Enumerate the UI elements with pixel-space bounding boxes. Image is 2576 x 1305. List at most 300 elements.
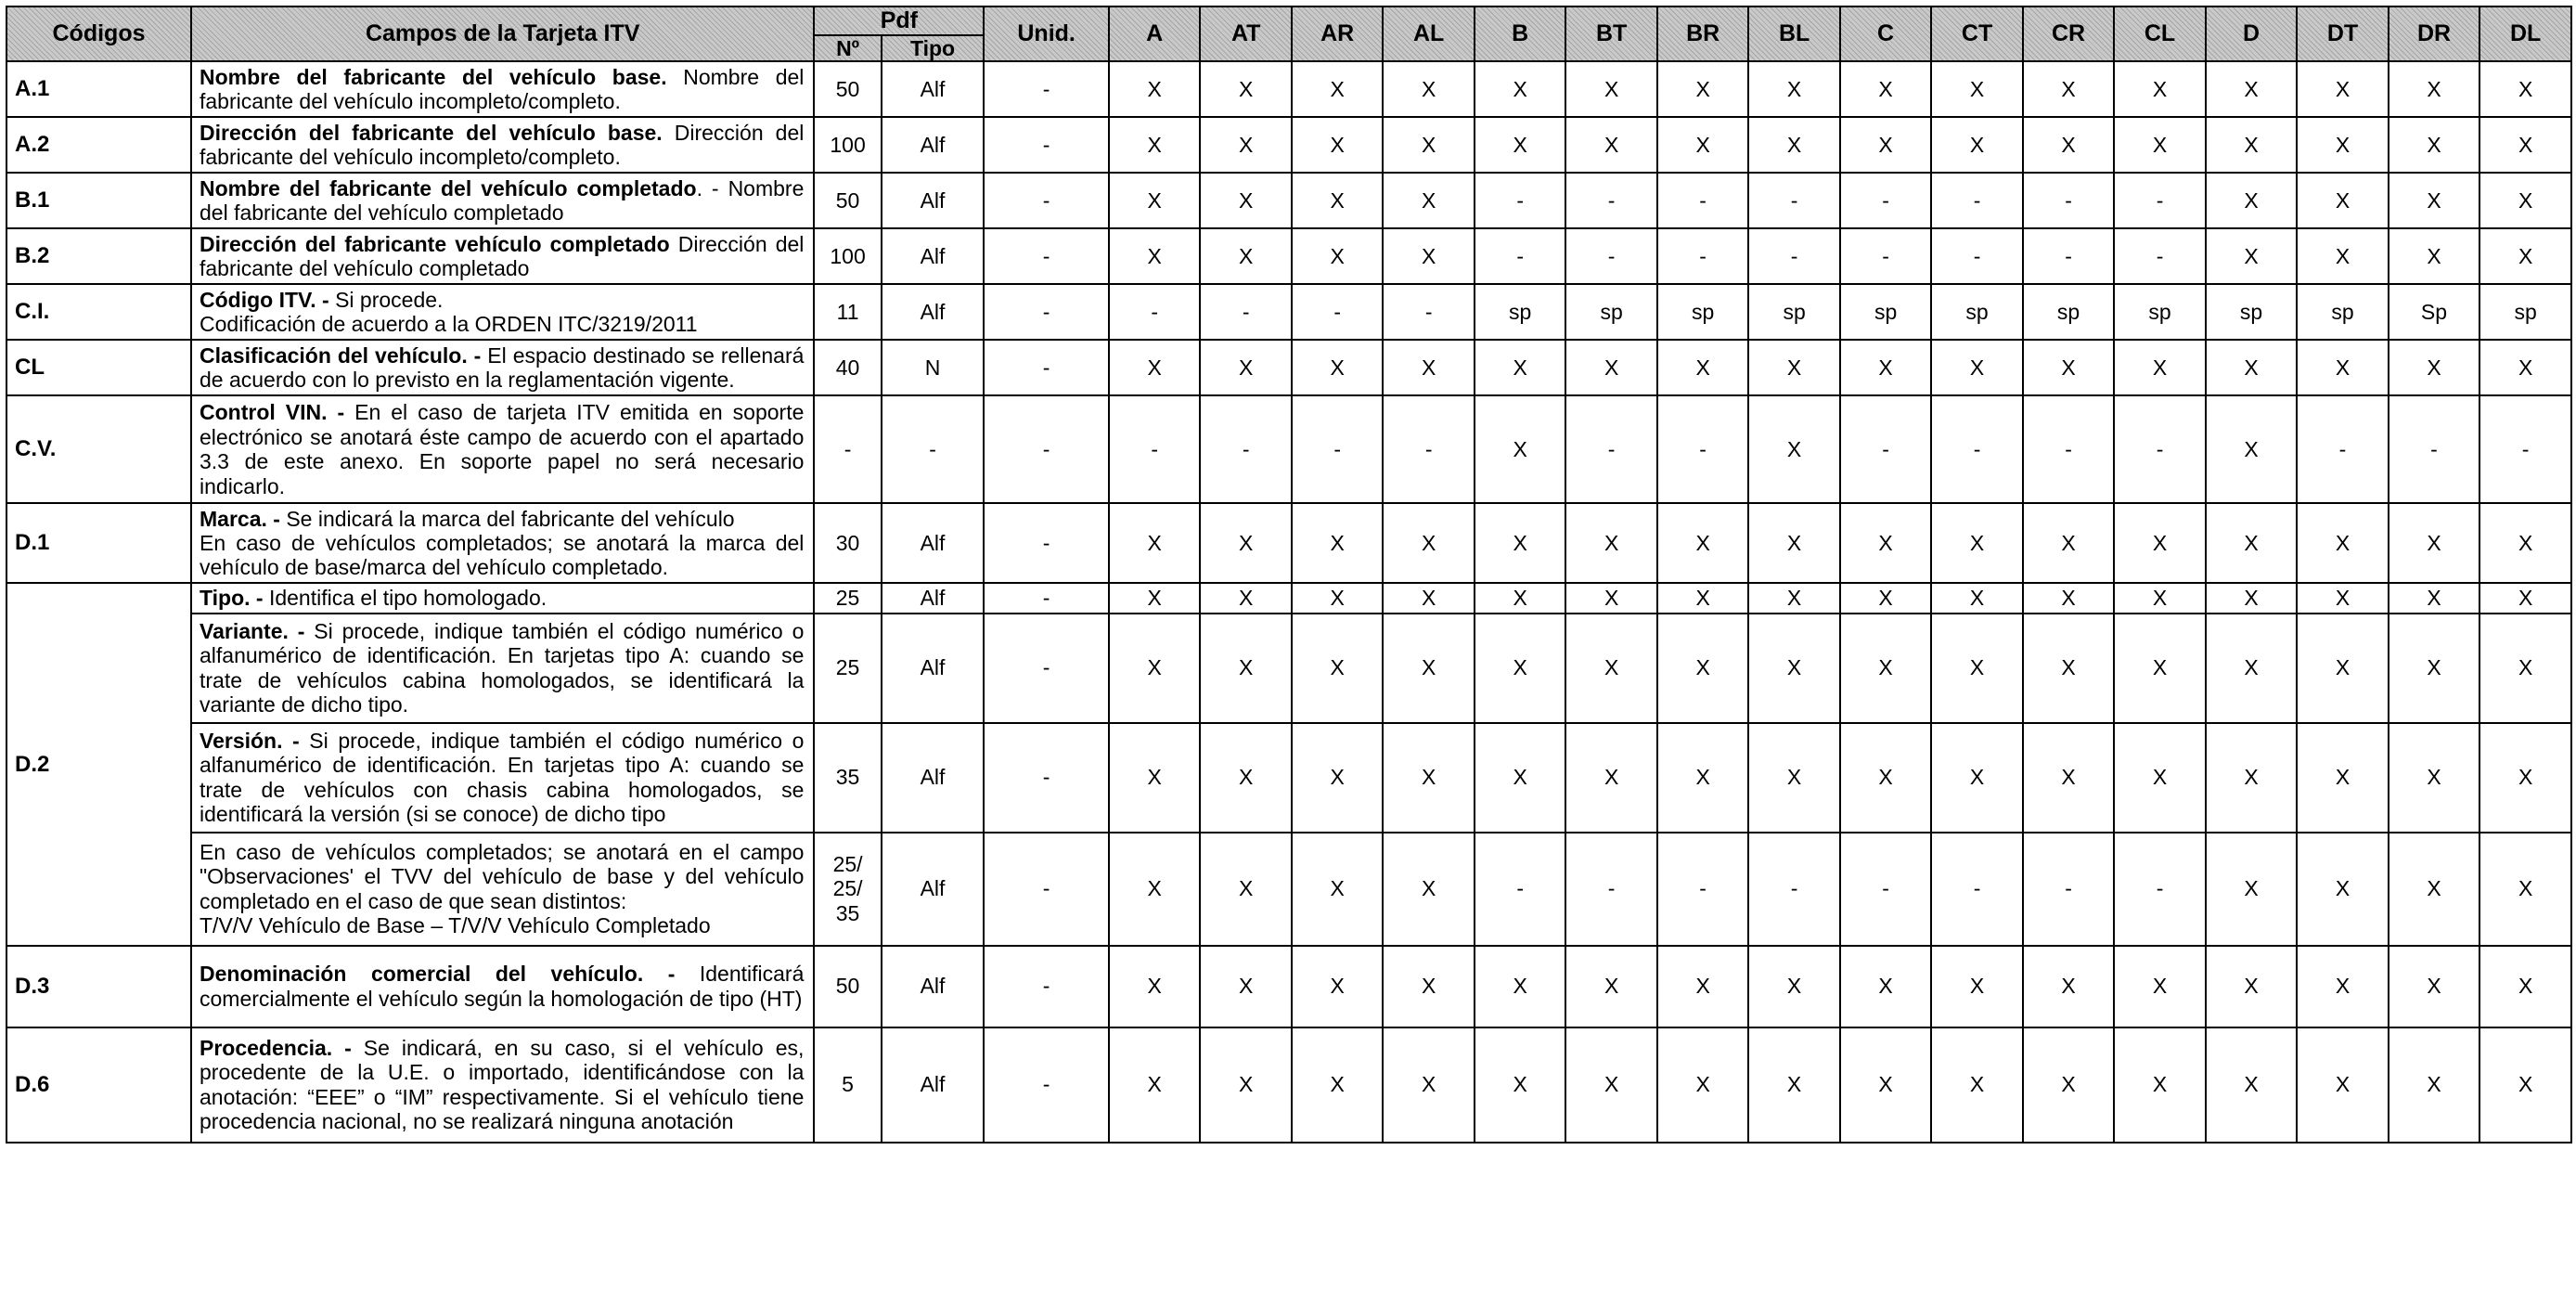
category-cell-CT: - (1931, 228, 2022, 284)
category-cell-AR: X (1292, 117, 1383, 173)
table-row (6, 284, 2571, 340)
category-cell-D: X (2206, 946, 2297, 1027)
pdf-num-cell: 40 (814, 340, 881, 395)
field-desc-cell (191, 61, 814, 117)
category-cell-C: X (1840, 946, 1931, 1027)
category-cell-AR: X (1292, 946, 1383, 1027)
category-cell-C: - (1840, 395, 1931, 503)
category-cell-CL: - (2114, 173, 2205, 228)
table-row (6, 946, 2571, 1027)
category-cell-BT: X (1565, 723, 1656, 833)
category-cell-AR: X (1292, 228, 1383, 284)
field-description: En el caso de tarjeta ITV emitida en soporte electrónico se anotará éste campo de acuerdo con el apartado 3.3 de este anexo. En soporte papel no será necesario indicarlo. (200, 400, 805, 498)
category-cell-C: X (1840, 583, 1931, 613)
category-cell-BT: X (1565, 61, 1656, 117)
category-cell-DR: X (2389, 117, 2479, 173)
category-cell-CT: X (1931, 340, 2022, 395)
category-cell-AT: X (1200, 228, 1291, 284)
category-cell-A: X (1109, 173, 1200, 228)
category-cell-CL: X (2114, 503, 2205, 583)
field-desc-cell (191, 946, 814, 1027)
unid-cell: - (984, 583, 1109, 613)
category-cell-BR: - (1657, 833, 1748, 946)
header-cat-14: DR (2389, 6, 2479, 61)
pdf-num-cell: 25/ 25/ 35 (814, 833, 881, 946)
header-cat-12: D (2206, 6, 2297, 61)
pdf-tipo-cell: Alf (882, 583, 985, 613)
category-cell-DT: X (2297, 173, 2388, 228)
category-cell-AL: X (1383, 1027, 1474, 1143)
unid-cell: - (984, 503, 1109, 583)
category-cell-C: X (1840, 723, 1931, 833)
field-description: Si procede. (328, 287, 444, 312)
field-desc-cell (191, 284, 814, 340)
field-desc-cell (191, 395, 814, 503)
pdf-tipo-cell: Alf (882, 614, 985, 723)
category-cell-BT: X (1565, 614, 1656, 723)
table-row (6, 340, 2571, 395)
header-cat-7: BL (1748, 6, 1839, 61)
category-cell-DL: X (2479, 833, 2571, 946)
category-cell-D: X (2206, 395, 2297, 503)
category-cell-BT: X (1565, 340, 1656, 395)
category-cell-BR: X (1657, 503, 1748, 583)
field-title: Procedencia. - (200, 1035, 352, 1060)
category-cell-C: X (1840, 340, 1931, 395)
category-cell-B: - (1475, 173, 1565, 228)
field-desc-cell (191, 228, 814, 284)
header-cat-1: AT (1200, 6, 1291, 61)
category-cell-BT: X (1565, 503, 1656, 583)
category-cell-DL: X (2479, 723, 2571, 833)
field-description: Identifica el tipo homologado. (263, 586, 547, 611)
category-cell-AL: X (1383, 614, 1474, 723)
category-cell-AL: X (1383, 173, 1474, 228)
pdf-num-cell: - (814, 395, 881, 503)
table-row (6, 614, 2571, 723)
field-code: C.V. (6, 395, 191, 503)
category-cell-B: X (1475, 583, 1565, 613)
field-title: Denominación comercial del vehículo. - (200, 962, 676, 987)
category-cell-A: X (1109, 723, 1200, 833)
category-cell-A: X (1109, 228, 1200, 284)
header-cat-9: CT (1931, 6, 2022, 61)
category-cell-BR: sp (1657, 284, 1748, 340)
unid-cell: - (984, 833, 1109, 946)
category-cell-CT: X (1931, 117, 2022, 173)
category-cell-DT: - (2297, 395, 2388, 503)
category-cell-B: X (1475, 1027, 1565, 1143)
category-cell-AR: - (1292, 395, 1383, 503)
category-cell-CT: X (1931, 503, 2022, 583)
category-cell-D: X (2206, 228, 2297, 284)
category-cell-CR: - (2023, 228, 2114, 284)
pdf-tipo-cell: Alf (882, 833, 985, 946)
field-description: En caso de vehículos completados; se anotará en el campo "Observaciones' el TVV del vehículo de base y del vehículo completado en el caso de que sean distintos: (200, 839, 805, 913)
category-cell-BT: - (1565, 833, 1656, 946)
field-description: Dirección del fabricante del vehículo completado (200, 231, 805, 281)
category-cell-A: - (1109, 284, 1200, 340)
category-cell-CL: - (2114, 228, 2205, 284)
field-title: Clasificación del vehículo. - (200, 342, 482, 368)
header-cat-5: BT (1565, 6, 1656, 61)
category-cell-BT: sp (1565, 284, 1656, 340)
itv-fields-table (6, 6, 2572, 1143)
category-cell-AL: X (1383, 61, 1474, 117)
category-cell-A: X (1109, 583, 1200, 613)
category-cell-B: X (1475, 723, 1565, 833)
category-cell-CL: X (2114, 946, 2205, 1027)
pdf-num-cell: 50 (814, 946, 881, 1027)
field-title: Nombre del fabricante del vehículo completado (200, 175, 697, 200)
header-pdf-tipo: Tipo (882, 35, 985, 61)
header-cat-4: B (1475, 6, 1565, 61)
pdf-tipo-cell: - (882, 395, 985, 503)
category-cell-CR: X (2023, 340, 2114, 395)
unid-cell: - (984, 61, 1109, 117)
category-cell-DT: X (2297, 340, 2388, 395)
category-cell-CR: X (2023, 117, 2114, 173)
category-cell-CR: - (2023, 833, 2114, 946)
category-cell-D: sp (2206, 284, 2297, 340)
unid-cell: - (984, 614, 1109, 723)
category-cell-DR: X (2389, 173, 2479, 228)
category-cell-DR: Sp (2389, 284, 2479, 340)
category-cell-AL: X (1383, 946, 1474, 1027)
category-cell-DL: X (2479, 946, 2571, 1027)
category-cell-CL: X (2114, 1027, 2205, 1143)
field-code: A.1 (6, 61, 191, 117)
unid-cell: - (984, 1027, 1109, 1143)
category-cell-DL: X (2479, 503, 2571, 583)
category-cell-A: X (1109, 1027, 1200, 1143)
field-title: Dirección del fabricante del vehículo base. (200, 120, 663, 145)
category-cell-BR: X (1657, 723, 1748, 833)
table-row (6, 583, 2571, 613)
category-cell-D: X (2206, 117, 2297, 173)
category-cell-AL: X (1383, 833, 1474, 946)
field-desc-cell (191, 503, 814, 583)
category-cell-BR: - (1657, 395, 1748, 503)
category-cell-CL: - (2114, 833, 2205, 946)
category-cell-CL: sp (2114, 284, 2205, 340)
category-cell-B: sp (1475, 284, 1565, 340)
pdf-num-cell: 25 (814, 614, 881, 723)
header-cat-13: DT (2297, 6, 2388, 61)
category-cell-C: - (1840, 228, 1931, 284)
field-title: Dirección del fabricante vehículo completado (200, 231, 670, 256)
field-description: Si procede, indique también el código numérico o alfanumérico de identificación. En tarjetas tipo A: cuando se trate de vehículos cabina homologados, se identificará la variante de dicho tipo. (200, 618, 805, 717)
category-cell-BL: X (1748, 117, 1839, 173)
category-cell-DL: X (2479, 173, 2571, 228)
category-cell-A: X (1109, 117, 1200, 173)
field-description: Identificará comercialmente el vehículo según la homologación de tipo (HT) (200, 962, 805, 1011)
category-cell-BL: X (1748, 61, 1839, 117)
category-cell-BT: X (1565, 946, 1656, 1027)
category-cell-CT: X (1931, 614, 2022, 723)
category-cell-DR: X (2389, 833, 2479, 946)
category-cell-A: - (1109, 395, 1200, 503)
category-cell-DR: X (2389, 61, 2479, 117)
category-cell-A: X (1109, 614, 1200, 723)
unid-cell: - (984, 395, 1109, 503)
category-cell-A: X (1109, 946, 1200, 1027)
category-cell-AR: X (1292, 173, 1383, 228)
category-cell-CR: - (2023, 395, 2114, 503)
category-cell-DR: X (2389, 340, 2479, 395)
field-description: Dirección del fabricante del vehículo incompleto/completo. (200, 120, 805, 170)
header-unid: Unid. (984, 6, 1109, 61)
category-cell-D: X (2206, 61, 2297, 117)
header-fields: Campos de la Tarjeta ITV (191, 6, 814, 61)
category-cell-DL: X (2479, 340, 2571, 395)
category-cell-AT: X (1200, 340, 1291, 395)
pdf-tipo-cell: Alf (882, 228, 985, 284)
pdf-tipo-cell: N (882, 340, 985, 395)
pdf-tipo-cell: Alf (882, 61, 985, 117)
category-cell-DT: X (2297, 723, 2388, 833)
category-cell-CL: X (2114, 614, 2205, 723)
pdf-tipo-cell: Alf (882, 503, 985, 583)
field-description: Si procede, indique también el código numérico o alfanumérico de identificación. En tarjetas tipo A: cuando se trate de vehículos con chasis cabina homologados, se identificará la versión (si se conoce) de dicho tipo (200, 728, 805, 827)
category-cell-DT: X (2297, 61, 2388, 117)
category-cell-B: X (1475, 395, 1565, 503)
category-cell-CL: X (2114, 583, 2205, 613)
pdf-tipo-cell: Alf (882, 284, 985, 340)
field-description: Se indicará la marca del fabricante del vehículo (279, 506, 735, 531)
field-title: Variante. - (200, 618, 305, 643)
table-row (6, 173, 2571, 228)
unid-cell: - (984, 173, 1109, 228)
category-cell-BT: X (1565, 1027, 1656, 1143)
category-cell-AR: X (1292, 583, 1383, 613)
category-cell-AT: X (1200, 61, 1291, 117)
category-cell-BR: X (1657, 1027, 1748, 1143)
unid-cell: - (984, 228, 1109, 284)
category-cell-A: X (1109, 833, 1200, 946)
category-cell-AT: - (1200, 395, 1291, 503)
field-code: C.I. (6, 284, 191, 340)
category-cell-D: X (2206, 173, 2297, 228)
category-cell-BL: sp (1748, 284, 1839, 340)
category-cell-DR: X (2389, 1027, 2479, 1143)
category-cell-BL: X (1748, 614, 1839, 723)
category-cell-CT: X (1931, 946, 2022, 1027)
category-cell-D: X (2206, 833, 2297, 946)
category-cell-DL: X (2479, 1027, 2571, 1143)
category-cell-C: X (1840, 614, 1931, 723)
category-cell-AR: - (1292, 284, 1383, 340)
category-cell-AL: X (1383, 723, 1474, 833)
field-title: Tipo. - (200, 586, 264, 611)
field-description: En caso de vehículos completados; se anotará la marca del vehículo de base/marca del vehículo completado. (200, 530, 805, 580)
table-row (6, 503, 2571, 583)
category-cell-AT: X (1200, 583, 1291, 613)
category-cell-AR: X (1292, 503, 1383, 583)
header-cat-10: CR (2023, 6, 2114, 61)
field-code: B.1 (6, 173, 191, 228)
category-cell-B: X (1475, 340, 1565, 395)
category-cell-DL: X (2479, 583, 2571, 613)
field-description: Codificación de acuerdo a la ORDEN ITC/3219/2011 (200, 312, 698, 337)
category-cell-CR: X (2023, 583, 2114, 613)
category-cell-CR: X (2023, 503, 2114, 583)
category-cell-D: X (2206, 1027, 2297, 1143)
category-cell-AR: X (1292, 1027, 1383, 1143)
pdf-tipo-cell: Alf (882, 173, 985, 228)
pdf-num-cell: 5 (814, 1027, 881, 1143)
category-cell-BL: - (1748, 228, 1839, 284)
category-cell-DR: X (2389, 723, 2479, 833)
pdf-num-cell: 100 (814, 117, 881, 173)
category-cell-DR: - (2389, 395, 2479, 503)
category-cell-AR: X (1292, 61, 1383, 117)
category-cell-CT: X (1931, 61, 2022, 117)
unid-cell: - (984, 284, 1109, 340)
category-cell-AL: X (1383, 117, 1474, 173)
category-cell-BT: - (1565, 173, 1656, 228)
field-description: Se indicará, en su caso, si el vehículo es, procedente de la U.E. o importado, identificándose con la anotación: “EEE” o “IM” respectivamente. Si el vehículo tiene procedencia nacional, no se realizará ninguna anotación (200, 1035, 805, 1134)
category-cell-DT: X (2297, 503, 2388, 583)
pdf-num-cell: 50 (814, 173, 881, 228)
field-desc-cell (191, 1027, 814, 1143)
category-cell-BR: X (1657, 614, 1748, 723)
category-cell-CL: X (2114, 61, 2205, 117)
unid-cell: - (984, 723, 1109, 833)
pdf-tipo-cell: Alf (882, 723, 985, 833)
category-cell-B: X (1475, 614, 1565, 723)
field-title: Control VIN. - (200, 400, 345, 425)
unid-cell: - (984, 340, 1109, 395)
category-cell-CL: X (2114, 340, 2205, 395)
category-cell-AR: X (1292, 340, 1383, 395)
category-cell-A: X (1109, 340, 1200, 395)
category-cell-BL: - (1748, 173, 1839, 228)
category-cell-B: X (1475, 117, 1565, 173)
header-cat-8: C (1840, 6, 1931, 61)
category-cell-DR: X (2389, 946, 2479, 1027)
category-cell-DL: X (2479, 117, 2571, 173)
category-cell-D: X (2206, 503, 2297, 583)
category-cell-DT: X (2297, 1027, 2388, 1143)
field-desc-cell (191, 340, 814, 395)
pdf-num-cell: 25 (814, 583, 881, 613)
category-cell-BR: X (1657, 946, 1748, 1027)
category-cell-DT: X (2297, 946, 2388, 1027)
category-cell-D: X (2206, 614, 2297, 723)
category-cell-AL: X (1383, 583, 1474, 613)
pdf-tipo-cell: Alf (882, 1027, 985, 1143)
field-desc-cell (191, 723, 814, 833)
category-cell-DT: sp (2297, 284, 2388, 340)
category-cell-C: X (1840, 503, 1931, 583)
category-cell-CT: X (1931, 583, 2022, 613)
category-cell-CR: X (2023, 61, 2114, 117)
category-cell-CT: - (1931, 395, 2022, 503)
category-cell-DT: X (2297, 583, 2388, 613)
header-codes: Códigos (6, 6, 191, 61)
field-description: T/V/V Vehículo de Base – T/V/V Vehículo Completado (200, 913, 711, 938)
unid-cell: - (984, 117, 1109, 173)
category-cell-AL: X (1383, 228, 1474, 284)
header-cat-0: A (1109, 6, 1200, 61)
category-cell-DR: X (2389, 228, 2479, 284)
category-cell-AL: X (1383, 503, 1474, 583)
category-cell-C: X (1840, 61, 1931, 117)
category-cell-CT: sp (1931, 284, 2022, 340)
category-cell-CR: - (2023, 173, 2114, 228)
field-description: . - Nombre del fabricante del vehículo completado (200, 175, 805, 226)
category-cell-BL: X (1748, 1027, 1839, 1143)
category-cell-AR: X (1292, 614, 1383, 723)
category-cell-D: X (2206, 340, 2297, 395)
table-row (6, 395, 2571, 503)
category-cell-CL: X (2114, 117, 2205, 173)
category-cell-AT: X (1200, 723, 1291, 833)
category-cell-CT: - (1931, 173, 2022, 228)
category-cell-AT: X (1200, 946, 1291, 1027)
unid-cell: - (984, 946, 1109, 1027)
category-cell-BL: X (1748, 946, 1839, 1027)
category-cell-AT: X (1200, 503, 1291, 583)
field-desc-cell (191, 173, 814, 228)
pdf-tipo-cell: Alf (882, 946, 985, 1027)
category-cell-C: - (1840, 173, 1931, 228)
field-code: B.2 (6, 228, 191, 284)
category-cell-BL: X (1748, 395, 1839, 503)
table-row (6, 833, 2571, 946)
category-cell-D: X (2206, 723, 2297, 833)
pdf-tipo-cell: Alf (882, 117, 985, 173)
category-cell-C: X (1840, 1027, 1931, 1143)
pdf-num-cell: 11 (814, 284, 881, 340)
header-pdf-num: Nº (814, 35, 881, 61)
category-cell-CR: X (2023, 946, 2114, 1027)
header-cat-15: DL (2479, 6, 2571, 61)
table-row (6, 228, 2571, 284)
category-cell-DT: X (2297, 833, 2388, 946)
category-cell-BR: X (1657, 61, 1748, 117)
category-cell-DT: X (2297, 228, 2388, 284)
category-cell-AT: X (1200, 833, 1291, 946)
field-description: Nombre del fabricante del vehículo incompleto/completo. (200, 64, 805, 114)
header-cat-6: BR (1657, 6, 1748, 61)
category-cell-BT: X (1565, 583, 1656, 613)
field-code: A.2 (6, 117, 191, 173)
category-cell-DL: sp (2479, 284, 2571, 340)
category-cell-BR: X (1657, 340, 1748, 395)
category-cell-BR: - (1657, 228, 1748, 284)
category-cell-CR: X (2023, 614, 2114, 723)
category-cell-CL: - (2114, 395, 2205, 503)
category-cell-DR: X (2389, 614, 2479, 723)
category-cell-BL: X (1748, 723, 1839, 833)
category-cell-A: X (1109, 503, 1200, 583)
pdf-num-cell: 35 (814, 723, 881, 833)
category-cell-DR: X (2389, 503, 2479, 583)
category-cell-AT: X (1200, 1027, 1291, 1143)
category-cell-BT: - (1565, 228, 1656, 284)
category-cell-B: - (1475, 228, 1565, 284)
category-cell-BR: X (1657, 583, 1748, 613)
category-cell-AT: X (1200, 173, 1291, 228)
category-cell-CR: sp (2023, 284, 2114, 340)
header-cat-11: CL (2114, 6, 2205, 61)
category-cell-BR: - (1657, 173, 1748, 228)
category-cell-CT: X (1931, 723, 2022, 833)
field-code: CL (6, 340, 191, 395)
category-cell-AL: - (1383, 284, 1474, 340)
